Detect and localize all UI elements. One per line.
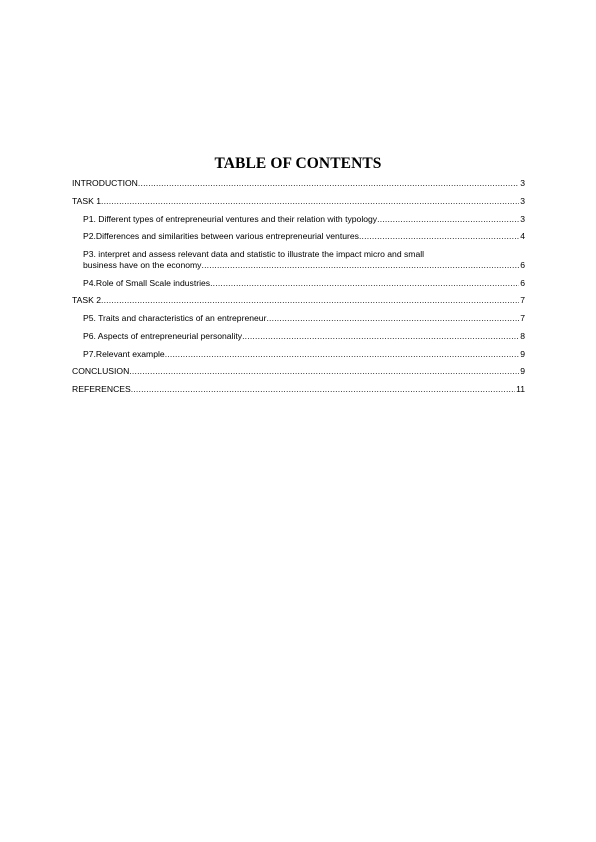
- toc-entry-label: P6. Aspects of entrepreneurial personality: [83, 330, 243, 341]
- toc-entry-introduction[interactable]: [72, 178, 525, 189]
- toc-entry-label: P2.Differences and similarities between various entrepreneurial ventures: [83, 231, 359, 242]
- toc-entry-label: TASK 2: [72, 295, 101, 306]
- toc-entry-label-line-1: P3. interpret and assess relevant data and statistic to illustrate the impact micro and small: [83, 249, 425, 260]
- dot-leader: [359, 231, 519, 242]
- toc-title: TABLE OF CONTENTS: [214, 155, 382, 172]
- dot-leader: [138, 178, 519, 189]
- dot-leader: [266, 313, 519, 324]
- dot-leader: [165, 349, 520, 360]
- toc-entry-label: TASK 1: [72, 195, 101, 206]
- dot-leader: [101, 295, 519, 306]
- toc-entry-p7[interactable]: [72, 349, 525, 360]
- toc-page-number: 3: [520, 178, 525, 188]
- toc-entry-p5[interactable]: [72, 313, 525, 324]
- toc-page-number: 6: [520, 259, 525, 270]
- toc-page-number: 11: [516, 384, 525, 395]
- toc-entry-conclusion[interactable]: [72, 366, 525, 377]
- toc-entry-label-line-2: business have on the economy: [83, 259, 202, 270]
- table-of-contents: [72, 178, 525, 402]
- toc-entry-p3[interactable]: [72, 249, 525, 270]
- toc-entry-p6[interactable]: [72, 331, 525, 342]
- toc-page-number: 9: [520, 348, 525, 359]
- toc-entry-label: CONCLUSION: [72, 366, 130, 377]
- toc-entry-p4[interactable]: [72, 278, 525, 289]
- toc-page-number: 7: [520, 313, 525, 324]
- dot-leader: [377, 214, 519, 225]
- toc-entry-label: P5. Traits and characteristics of an entrepreneur: [83, 313, 267, 324]
- toc-page-number: 6: [520, 277, 525, 288]
- toc-page-number: 7: [520, 295, 525, 306]
- toc-entry-references[interactable]: [72, 384, 525, 395]
- toc-entry-task-1[interactable]: [72, 196, 525, 207]
- dot-leader: [201, 260, 519, 271]
- toc-entry-task-2[interactable]: [72, 295, 525, 306]
- toc-page-number: 3: [520, 213, 525, 224]
- dot-leader: [210, 278, 519, 289]
- toc-page-number: 3: [520, 195, 525, 206]
- dot-leader: [101, 196, 519, 207]
- dot-leader: [129, 366, 519, 377]
- dot-leader: [131, 384, 515, 395]
- toc-page-number: 4: [520, 231, 525, 242]
- toc-page-number: 9: [520, 366, 525, 377]
- toc-entry-label: P7.Relevant example: [83, 348, 165, 359]
- toc-entry-label: P1. Different types of entrepreneurial ventures and their relation with typology: [83, 213, 378, 224]
- toc-entry-p1[interactable]: [72, 214, 525, 225]
- toc-entry-p2[interactable]: [72, 231, 525, 242]
- toc-entry-label: P4.Role of Small Scale industries: [83, 277, 211, 288]
- toc-entry-label: REFERENCES: [72, 384, 131, 395]
- toc-entry-label: INTRODUCTION: [72, 178, 138, 188]
- toc-page-number: 8: [520, 330, 525, 341]
- dot-leader: [242, 331, 519, 342]
